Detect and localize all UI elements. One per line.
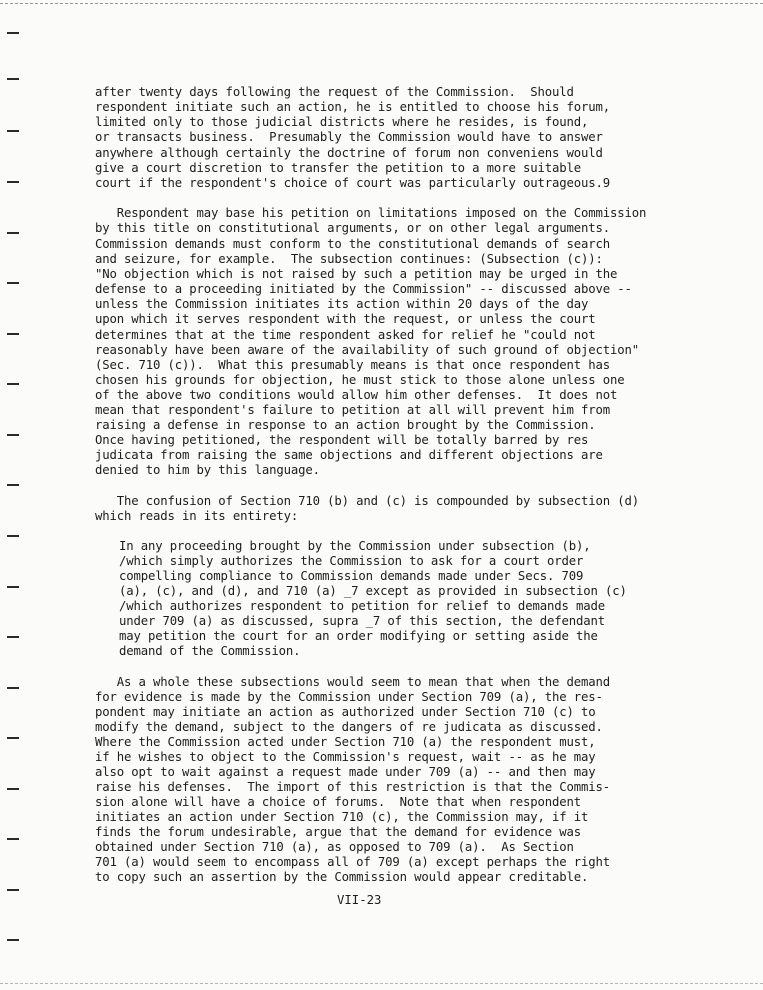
margin-tick: [7, 535, 19, 537]
block-quote-line: (a), (c), and (d), and 710 (a) _7 except as provided in subsection (c): [119, 584, 627, 598]
paragraph-1-line: respondent initiate such an action, he is entitled to choose his forum,: [95, 100, 610, 114]
paragraph-2-line: judicata from raising the same objections and different objections are: [95, 448, 603, 462]
page-number: VII-23: [337, 893, 382, 907]
paragraph-3-line: The confusion of Section 710 (b) and (c) is compounded by subsection (d): [95, 494, 640, 508]
paragraph-2-line: Once having petitioned, the respondent will be totally barred by res: [95, 433, 589, 447]
margin-tick: [7, 78, 19, 80]
margin-tick: [7, 383, 19, 385]
margin-tick: [7, 687, 19, 689]
top-perforation: [0, 3, 763, 4]
paragraph-2-line: by this title on constitutional arguments, or on other legal arguments.: [95, 221, 610, 235]
paragraph-5-line: also opt to wait against a request made under 709 (a) -- and then may: [95, 765, 596, 779]
paragraph-5-line: if he wishes to object to the Commission's request, wait -- as he may: [95, 750, 596, 764]
margin-tick: [7, 838, 19, 840]
margin-tick: [7, 889, 19, 891]
paragraph-5-line: pondent may initiate an action as authorized under Section 710 (c) to: [95, 705, 596, 719]
paragraph-5-line: finds the forum undesirable, argue that the demand for evidence was: [95, 825, 581, 839]
bottom-perforation: [0, 983, 763, 984]
paragraph-5-line: As a whole these subsections would seem to mean that when the demand: [95, 675, 610, 689]
paragraph-5-line: 701 (a) would seem to encompass all of 709 (a) except perhaps the right: [95, 855, 610, 869]
margin-tick: [7, 333, 19, 335]
paragraph-5-line: Where the Commission acted under Section 710 (a) the respondent must,: [95, 735, 596, 749]
paragraph-2-line: chosen his grounds for objection, he must stick to those alone unless one: [95, 373, 625, 387]
paragraph-2-line: and seizure, for example. The subsection continues: (Subsection (c)):: [95, 252, 603, 266]
block-quote-line: compelling compliance to Commission demands made under Secs. 709: [119, 569, 584, 583]
paragraph-2-line: of the above two conditions would allow him other defenses. It does not: [95, 388, 618, 402]
paragraph-5-line: to copy such an assertion by the Commission would appear creditable.: [95, 870, 589, 884]
paragraph-2-line: raising a defense in response to an action brought by the Commission.: [95, 418, 596, 432]
margin-tick: [7, 434, 19, 436]
block-quote-line: under 709 (a) as discussed, supra _7 of this section, the defendant: [119, 614, 605, 628]
paragraph-5-line: for evidence is made by the Commission under Section 709 (a), the res-: [95, 690, 603, 704]
paragraph-2-line: defense to a proceeding initiated by the Commission" -- discussed above --: [95, 282, 632, 296]
block-quote-line: /which authorizes respondent to petition for relief to demands made: [119, 599, 605, 613]
paragraph-1-line: court if the respondent's choice of court was particularly outrageous.9: [95, 176, 610, 190]
paragraph-5-line: initiates an action under Section 710 (c), the Commission may, if it: [95, 810, 589, 824]
margin-tick: [7, 484, 19, 486]
block-quote-line: demand of the Commission.: [119, 644, 301, 658]
paragraph-2-line: "No objection which is not raised by such a petition may be urged in the: [95, 267, 618, 281]
paragraph-1-line: give a court discretion to transfer the petition to a more suitable: [95, 161, 581, 175]
margin-tick: [7, 939, 19, 941]
block-quote-line: /which simply authorizes the Commission to ask for a court order: [119, 554, 584, 568]
paragraph-1-line: or transacts business. Presumably the Commission would have to answer: [95, 130, 603, 144]
paragraph-2-line: upon which it serves respondent with the request, or unless the court: [95, 312, 596, 326]
paragraph-2-line: reasonably have been aware of the availability of such ground of objection": [95, 343, 640, 357]
margin-tick: [7, 130, 19, 132]
paragraph-5-line: sion alone will have a choice of forums. Note that when respondent: [95, 795, 581, 809]
margin-tick: [7, 181, 19, 183]
margin-tick: [7, 737, 19, 739]
paragraph-1-line: anywhere although certainly the doctrine of forum non conveniens would: [95, 146, 603, 160]
paragraph-1-line: after twenty days following the request of the Commission. Should: [95, 85, 574, 99]
margin-tick: [7, 232, 19, 234]
paragraph-2-line: mean that respondent's failure to petition at all will prevent him from: [95, 403, 610, 417]
paragraph-5-line: obtained under Section 710 (a), as opposed to 709 (a). As Section: [95, 840, 574, 854]
paragraph-2-line: Commission demands must conform to the constitutional demands of search: [95, 237, 610, 251]
margin-tick: [7, 32, 19, 34]
paragraph-5-line: modify the demand, subject to the dangers of re judicata as discussed.: [95, 720, 603, 734]
margin-tick: [7, 586, 19, 588]
margin-tick: [7, 788, 19, 790]
paragraph-2-line: determines that at the time respondent asked for relief he "could not: [95, 328, 596, 342]
paragraph-2-line: unless the Commission initiates its action within 20 days of the day: [95, 297, 589, 311]
margin-tick: [7, 282, 19, 284]
block-quote-line: In any proceeding brought by the Commission under subsection (b),: [119, 539, 591, 553]
paragraph-2-line: Respondent may base his petition on limitations imposed on the Commission: [95, 206, 647, 220]
paragraph-3-line: which reads in its entirety:: [95, 509, 299, 523]
block-quote-line: may petition the court for an order modifying or setting aside the: [119, 629, 598, 643]
paragraph-2-line: (Sec. 710 (c)). What this presumably means is that once respondent has: [95, 358, 610, 372]
paragraph-5-line: raise his defenses. The import of this restriction is that the Commis-: [95, 780, 610, 794]
paragraph-1-line: limited only to those judicial districts where he resides, is found,: [95, 115, 589, 129]
margin-tick: [7, 636, 19, 638]
paragraph-2-line: denied to him by this language.: [95, 463, 320, 477]
